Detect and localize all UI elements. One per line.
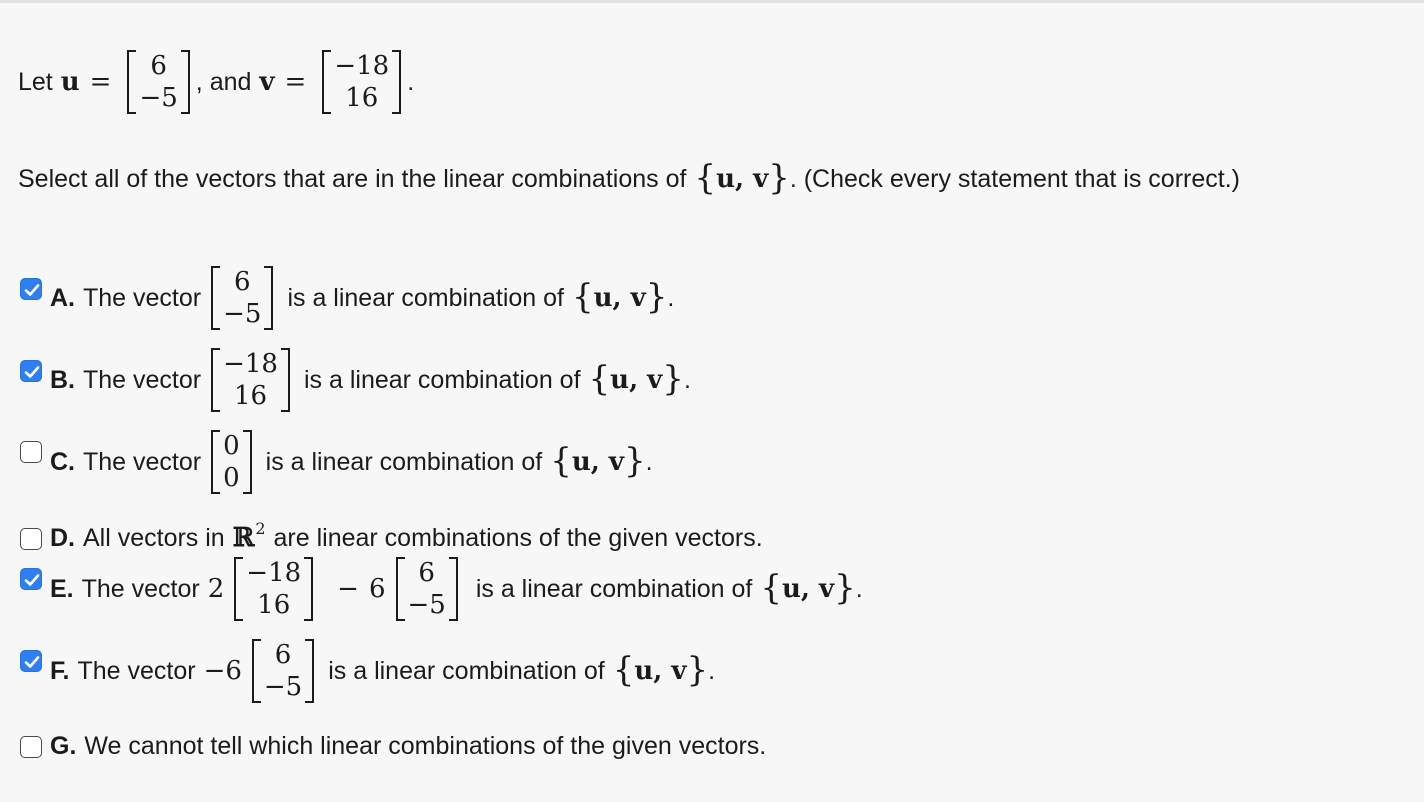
option-g <box>50 728 766 764</box>
option-a-set: u, v <box>593 283 646 313</box>
prompt-set: u, v <box>716 164 769 194</box>
option-c-vector <box>211 430 252 494</box>
v-entry-1: −18 <box>334 51 390 81</box>
option-d <box>50 518 763 558</box>
option-f-vector <box>252 639 314 703</box>
option-f: F. The vector −6 6 −5 is a linear combination of { u, v } . <box>50 640 716 702</box>
check-icon <box>23 363 41 381</box>
option-a-vector <box>211 266 273 330</box>
option-c-end: . <box>645 447 653 476</box>
option-a-entry-2: −5 <box>223 299 262 329</box>
option-e-v2-entry-2: −5 <box>407 590 446 620</box>
option-f-text: The vector <box>77 656 196 685</box>
option-g-checkbox[interactable] <box>20 736 42 758</box>
intro-line <box>18 50 414 114</box>
option-a-end: . <box>667 283 675 312</box>
u-entry-2: −5 <box>139 83 178 113</box>
option-d-text-before: All vectors in <box>83 523 225 552</box>
u-symbol: u <box>60 67 80 97</box>
option-c-text: The vector <box>83 447 202 476</box>
option-b-vector <box>211 348 290 412</box>
option-e: E. The vector 2 −18 16 − 6 6 −5 is a linear combination of { u, v } . <box>50 558 863 620</box>
option-e-letter: E. <box>50 574 74 603</box>
option-a-tail: is a linear combination of <box>287 283 564 312</box>
option-d-exponent: 2 <box>255 518 266 538</box>
u-entry-1: 6 <box>150 51 167 81</box>
option-f-entry-2: −5 <box>263 672 303 702</box>
option-c-set: u, v <box>571 447 624 477</box>
v-vector <box>322 50 401 114</box>
option-e-operator: − <box>337 574 359 604</box>
option-a-letter: A. <box>50 283 75 312</box>
option-e-text: The vector <box>81 574 200 603</box>
option-e-tail: is a linear combination of <box>475 574 753 603</box>
option-c: C. The vector 0 0 is a linear combination of { u, v } . <box>50 431 653 493</box>
option-c-letter: C. <box>50 447 75 476</box>
option-f-end: . <box>708 656 716 685</box>
equals-sign: = <box>89 67 112 97</box>
option-c-entry-1: 0 <box>223 431 240 461</box>
option-b-end: . <box>683 365 691 394</box>
option-a-entry-1: 6 <box>234 267 251 297</box>
option-d-checkbox[interactable] <box>20 528 42 550</box>
option-e-v1-entry-1: −18 <box>246 558 302 588</box>
check-icon <box>23 281 41 299</box>
option-a-text: The vector <box>83 283 202 312</box>
option-e-set: u, v <box>782 574 835 604</box>
option-b-set: u, v <box>610 365 663 395</box>
option-f-checkbox[interactable] <box>20 650 42 672</box>
intro-and: , and <box>195 67 252 96</box>
option-b-letter: B. <box>50 365 75 394</box>
prompt-after: . (Check every statement that is correct.) <box>789 164 1240 193</box>
option-b-entry-2: 16 <box>234 381 268 411</box>
option-e-checkbox[interactable] <box>20 568 42 590</box>
v-entry-2: 16 <box>345 83 379 113</box>
check-icon <box>23 571 41 589</box>
option-g-letter: G. <box>50 731 77 760</box>
option-d-text-after: are linear combinations of the given vectors. <box>273 523 763 552</box>
option-e-coef-1: 2 <box>207 574 225 604</box>
equals-sign-2: = <box>284 67 307 97</box>
option-f-tail: is a linear combination of <box>328 656 605 685</box>
option-b-checkbox[interactable] <box>20 360 42 382</box>
option-a: A. The vector 6 −5 is a linear combination of { u, v } . <box>50 267 675 329</box>
option-c-entry-2: 0 <box>223 463 240 493</box>
prompt-text: Select all of the vectors that are in the linear combinations of <box>18 164 687 193</box>
option-b: B. The vector −18 16 is a linear combination of { u, v } . <box>50 349 691 411</box>
option-f-letter: F. <box>50 656 70 685</box>
v-symbol: v <box>259 67 275 97</box>
option-b-text: The vector <box>83 365 202 394</box>
option-d-space: ℝ <box>232 523 255 553</box>
option-g-text: We cannot tell which linear combinations of the given vectors. <box>84 731 767 760</box>
question-prompt: Select all of the vectors that are in the linear combinations of { u, v } . (Check every statement that is correct.) <box>18 158 1240 198</box>
intro-let: Let <box>18 67 53 96</box>
option-b-entry-1: −18 <box>223 349 278 379</box>
option-f-coef: −6 <box>203 656 242 686</box>
option-b-tail: is a linear combination of <box>303 365 581 394</box>
option-e-v1-entry-2: 16 <box>257 590 291 620</box>
option-f-set: u, v <box>634 656 687 686</box>
option-f-entry-1: 6 <box>274 640 292 670</box>
option-e-v2-entry-1: 6 <box>418 558 435 588</box>
option-d-letter: D. <box>50 523 75 552</box>
option-e-coef-2: 6 <box>368 574 386 604</box>
option-c-tail: is a linear combination of <box>265 447 543 476</box>
option-e-end: . <box>855 574 863 603</box>
option-e-vector-2 <box>396 557 458 621</box>
check-icon <box>23 653 41 671</box>
option-c-checkbox[interactable] <box>20 441 42 463</box>
top-divider <box>0 0 1424 3</box>
option-e-vector-1 <box>234 557 313 621</box>
option-a-checkbox[interactable] <box>20 278 42 300</box>
intro-period: . <box>407 67 415 96</box>
u-vector <box>127 50 189 114</box>
